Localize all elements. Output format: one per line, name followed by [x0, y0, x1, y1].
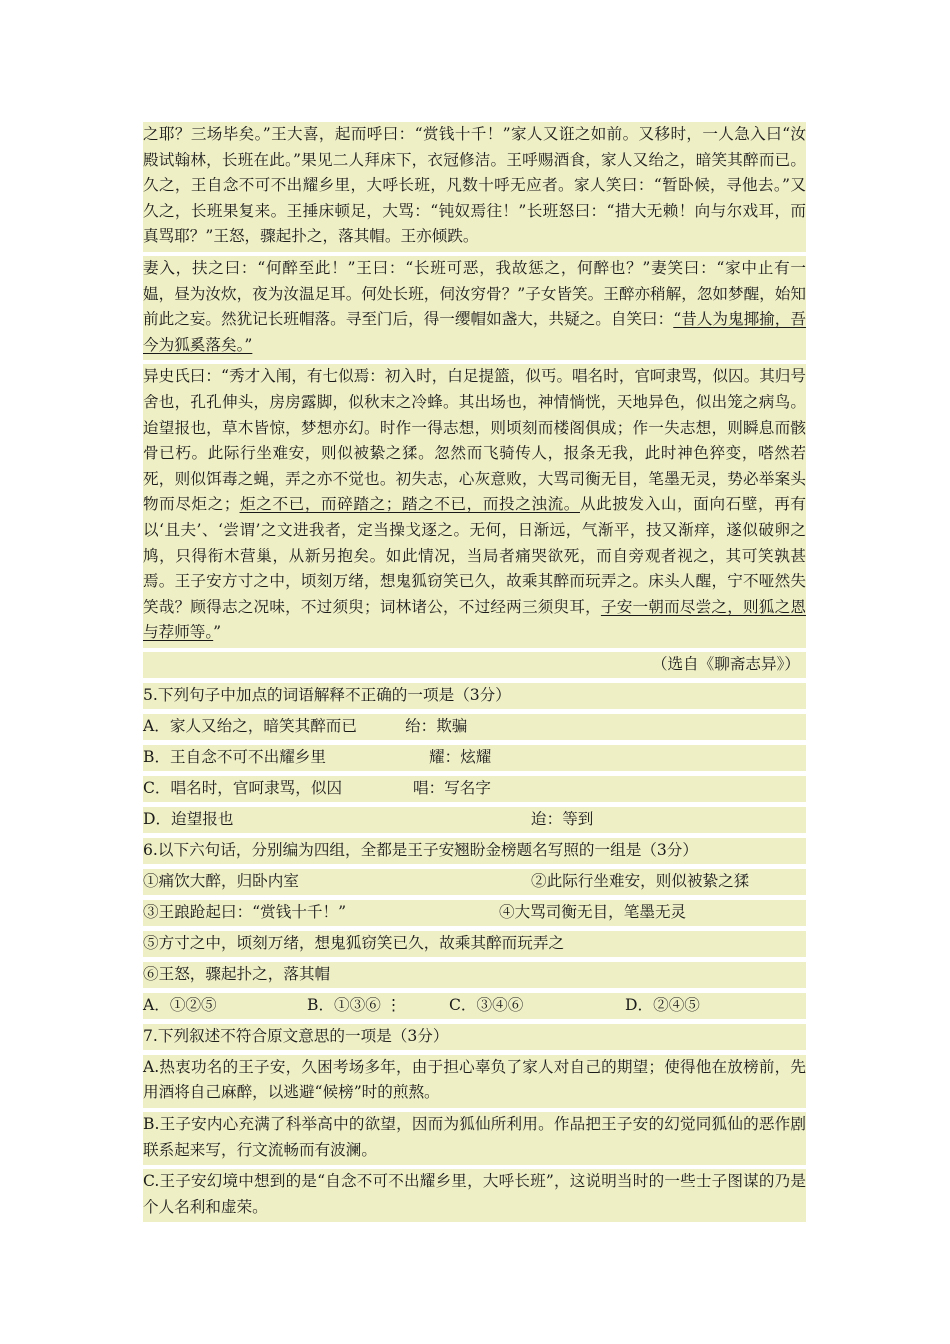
option-note: 唱：写名字 — [413, 778, 491, 797]
paragraph-text: 妻入，扶之曰：“何醉至此！”王曰：“长班可恶，我故惩之，何醉也？”妻笑曰：“家中止有一媪，昼为汝炊，夜为汝温足耳。何处长班，伺汝穷骨？”子女皆笑。王醉亦稍解，忽如梦醒，始知前此之妄。然犹记长班帽落。寻至门后，得一缨帽如盏大，共疑之。自笑曰： — [143, 258, 806, 329]
item-2: ②此际行坐难安，则似被絷之猱 — [531, 871, 750, 890]
document-page — [143, 122, 806, 1226]
question-6-items-row-2 — [143, 900, 806, 926]
option-note: 迨：等到 — [531, 809, 594, 828]
passage-paragraph-2 — [143, 256, 806, 360]
item-4: ④大骂司衡无目，笔墨无灵 — [499, 902, 687, 921]
question-7-option-a: A.热衷功名的王子安，久困考场多年，由于担心辜负了家人对自己的期望；使得他在放榜前，先用酒将自己麻醉，以逃避“候榜”时的煎熬。 — [143, 1055, 806, 1108]
question-6-items-row-1 — [143, 869, 806, 895]
question-5-option-c — [143, 776, 806, 802]
question-7-option-b: B.王子安内心充满了科举高中的欲望，因而为狐仙所利用。作品把王子安的幻觉同狐仙的恶作剧联系起来写，行文流畅而有波澜。 — [143, 1112, 806, 1165]
question-5-option-d — [143, 807, 806, 833]
question-6-stem: 6.以下六句话，分别编为四组，全都是王子安翘盼金榜题名写照的一组是（3分） — [143, 838, 806, 864]
question-6-options — [143, 993, 806, 1019]
option-text: B．王自念不可不出耀乡里 — [143, 747, 326, 766]
passage-paragraph-1: 之耶？三场毕矣。”王大喜，起而呼曰：“赏钱十千！”家人又诳之如前。又移时，一人急入曰“汝殿试翰林，长班在此。”果见二人拜床下，衣冠修洁。王呼赐酒食，家人又绐之，暗笑其醉而已。久之，王自念不可不出耀乡里，大呼长班，凡数十呼无应者。家人笑曰：“暂卧候，寻他去。”又久之，长班果复来。王捶床顿足，大骂：“钝奴焉往！”长班怒曰：“措大无赖！向与尔戏耳，而真骂耶？”王怒，骤起扑之，落其帽。王亦倾跌。 — [143, 122, 806, 252]
passage-paragraph-3 — [143, 364, 806, 648]
item-1: ①痛饮大醉，归卧内室 — [143, 871, 299, 890]
paragraph-text: 异史氏曰：“秀才入闱，有七似焉：初入时，白足提篮，似丐。唱名时，官呵隶骂，似囚。其归号舍也，孔孔伸头，房房露脚，似秋末之冷蜂。其出场也，神情惝恍，天地异色，似出笼之病鸟。迨望报也，草木皆惊，梦想亦幻。时作一得志想，则顷刻而楼阁俱成；作一失志想，则瞬息而骸骨已朽。此际行坐难安，则似被絷之猱。忽然而飞骑传人，报条无我，此时神色猝变，嗒然若死，则似饵毒之蝇，弄之亦不觉也。初失志，心灰意败，大骂司衡无目，笔墨无灵，势必举案头物而尽炬之； — [143, 367, 806, 514]
closing-quote: ” — [213, 623, 222, 642]
question-5-option-b — [143, 745, 806, 771]
option-a: A．①②⑤ — [143, 995, 217, 1014]
question-5-stem: 5.下列句子中加点的词语解释不正确的一项是（3分） — [143, 683, 806, 709]
underlined-sentence: 子安一朝而尽尝之，则狐之恩与荐师等。 — [143, 597, 806, 642]
option-note: 耀：炫耀 — [429, 747, 492, 766]
option-text: D．迨望报也 — [143, 809, 234, 828]
option-text: C．唱名时，官呵隶骂，似囚 — [143, 778, 343, 797]
question-7-stem: 7.下列叙述不符合原文意思的一项是（3分） — [143, 1024, 806, 1050]
option-b: B．①③⑥ ⋮ — [307, 995, 402, 1014]
underlined-sentence: “昔人为鬼揶揄，吾今为狐奚落矣。” — [143, 310, 806, 354]
option-d: D．②④⑤ — [625, 995, 700, 1014]
question-6-item-5: ⑤方寸之中，顷刻万绪，想鬼狐窃笑已久，故乘其醉而玩弄之 — [143, 931, 806, 957]
paragraph-text: 从此披发入山，面向石壁，再有以‘且夫’、‘尝谓’之文进我者，定当操戈逐之。无何，日渐远，气渐平，技又渐痒，遂似破卵之鸠，只得衔木营巢，从新另抱矣。如此情况，当局者痛哭欲死，而自旁观者视之，其可笑孰甚焉。王子安方寸之中，顷刻万绪，想鬼狐窃笑已久，故乘其醉而玩弄之。床头人醒，宁不哑然失笑哉？顾得志之况味，不过须臾；词林诸公，不过经两三须臾耳， — [143, 495, 806, 616]
question-5-option-a — [143, 714, 806, 740]
option-text: A．家人又绐之，暗笑其醉而已 — [143, 716, 357, 735]
question-7-option-c: C.王子安幻境中想到的是“自念不可不出耀乡里，大呼长班”，这说明当时的一些士子图谋的乃是个人名利和虚荣。 — [143, 1169, 806, 1222]
question-6-item-6: ⑥王怒，骤起扑之，落其帽 — [143, 962, 806, 988]
item-3: ③王踉跄起曰：“赏钱十千！” — [143, 902, 347, 921]
underlined-sentence: 炬之不已，而碎踏之；踏之不已，而投之浊流。 — [239, 495, 580, 514]
source-citation: （选自《聊斋志异》） — [143, 652, 806, 678]
option-c: C．③④⑥ — [449, 995, 524, 1014]
option-note: 绐：欺骗 — [405, 716, 468, 735]
